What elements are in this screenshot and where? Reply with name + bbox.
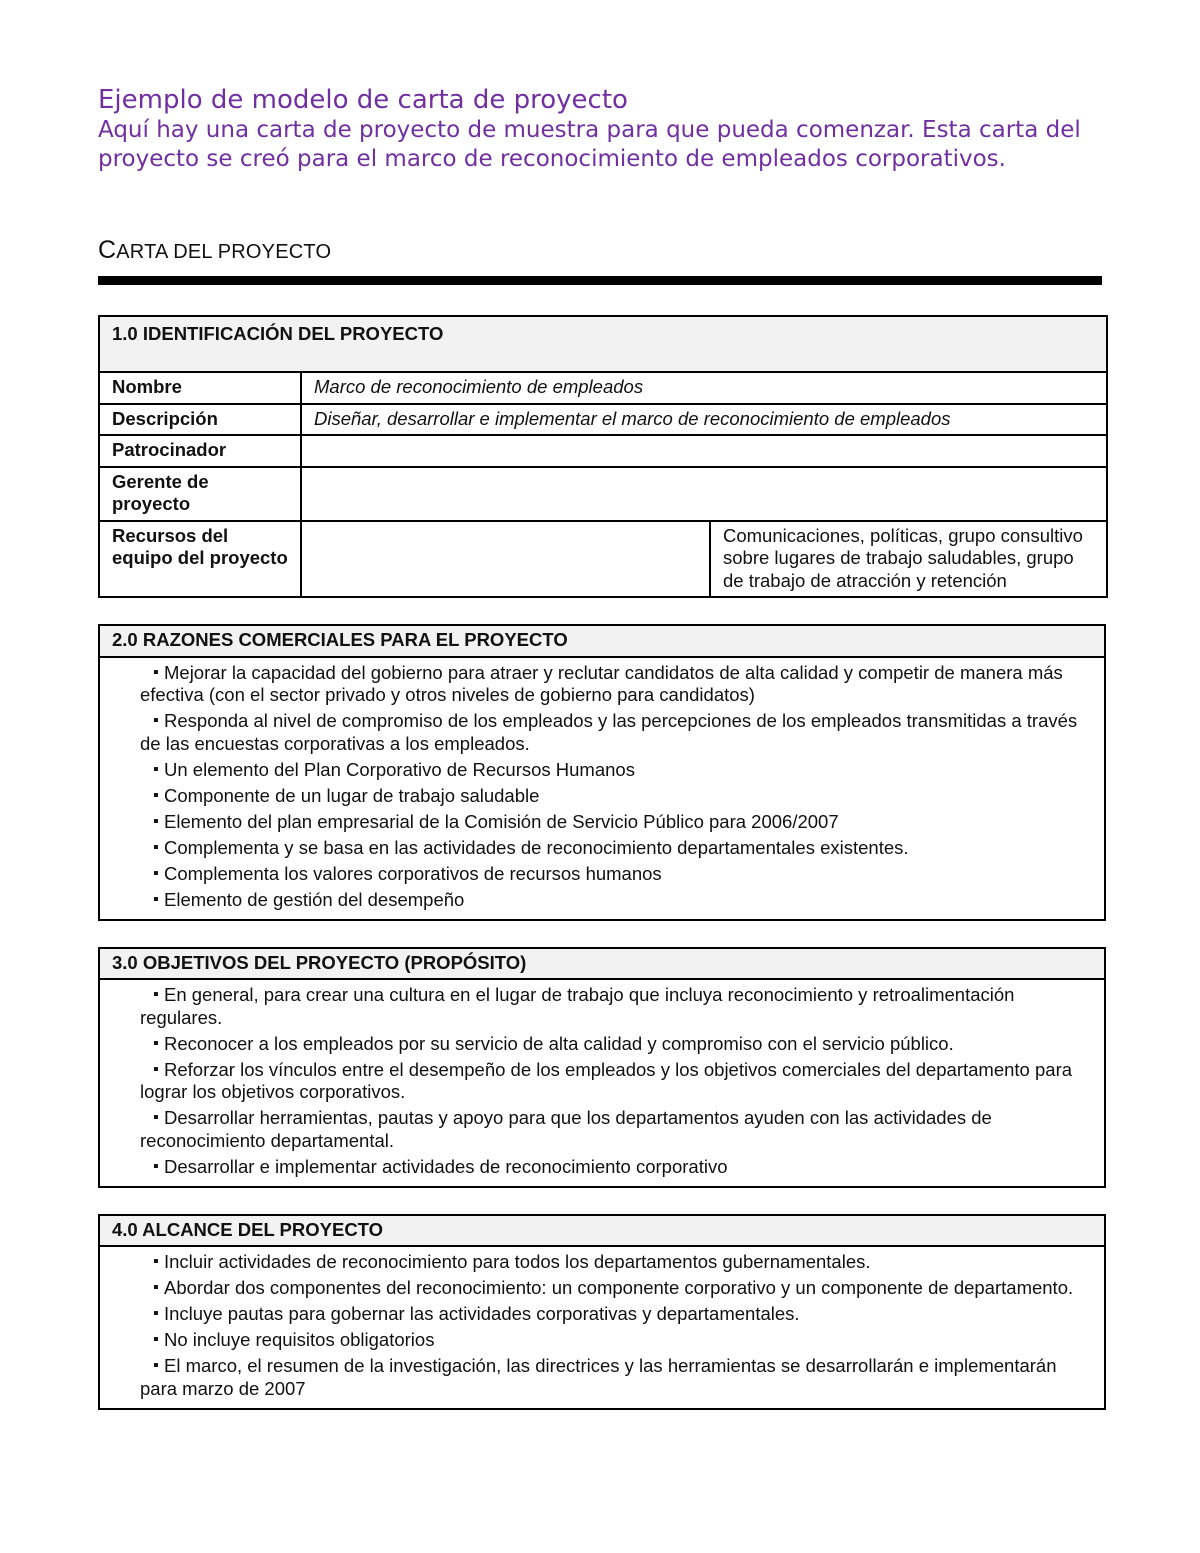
title-rule: [98, 276, 1102, 285]
list-item: ▪ Un elemento del Plan Corporativo de Recursos Humanos: [114, 759, 1092, 782]
list-item: ▪ Incluye pautas para gobernar las actividades corporativas y departamentales.: [114, 1303, 1092, 1326]
list-item: ▪ Complementa y se basa en las actividades de reconocimiento departamentales existentes.: [114, 837, 1092, 860]
objectives-list: [114, 984, 1092, 1178]
list-item: ▪ Desarrollar e implementar actividades de reconocimiento corporativo: [114, 1156, 1092, 1179]
business-reasons-table: [98, 624, 1106, 921]
identification-heading: 1.0 IDENTIFICACIÓN DEL PROYECTO: [99, 316, 1107, 372]
objectives-table: [98, 947, 1106, 1188]
table-row: [99, 435, 1107, 467]
list-item: ▪ En general, para crear una cultura en el lugar de trabajo que incluya reconocimiento y retroalimentación regulares.: [114, 984, 1092, 1029]
row-label: Nombre: [99, 372, 301, 404]
objectives-heading: 3.0 OBJETIVOS DEL PROYECTO (PROPÓSITO): [99, 948, 1105, 980]
list-item: ▪ Reforzar los vínculos entre el desempeño de los empleados y los objetivos comerciales del departamento para lograr los objetivos corporativos.: [114, 1059, 1092, 1104]
list-item: ▪ Elemento de gestión del desempeño: [114, 889, 1092, 912]
row-value: [301, 521, 710, 598]
list-item: ▪ Desarrollar herramientas, pautas y apoyo para que los departamentos ayuden con las actividades de reconocimiento departamental.: [114, 1107, 1092, 1152]
list-item: ▪ Responda al nivel de compromiso de los empleados y las percepciones de los empleados transmitidas a través de las encuestas corporativas a los empleados.: [114, 710, 1092, 755]
row-label: Recursos del equipo del proyecto: [99, 521, 301, 598]
row-label: Gerente de proyecto: [99, 467, 301, 521]
scope-list-cell: [99, 1246, 1105, 1409]
row-label: Descripción: [99, 404, 301, 436]
intro-text: Aquí hay una carta de proyecto de muestra para que pueda comenzar. Esta carta del proyecto se creó para el marco de reconocimiento de empleados corporativos.: [98, 117, 1081, 172]
table-row: [99, 521, 1107, 598]
objectives-list-cell: [99, 979, 1105, 1187]
row-value-secondary: Comunicaciones, políticas, grupo consultivo sobre lugares de trabajo saludables, grupo de trabajo de atracción y retención: [710, 521, 1107, 598]
scope-list: [114, 1251, 1092, 1400]
list-item: ▪ Elemento del plan empresarial de la Comisión de Servicio Público para 2006/2007: [114, 811, 1092, 834]
charter-title: [98, 238, 1106, 264]
table-row: [99, 467, 1107, 521]
list-item: ▪ Mejorar la capacidad del gobierno para atraer y reclutar candidatos de alta calidad y competir de manera más efectiva (con el sector privado y otros niveles de gobierno para candidatos): [114, 662, 1092, 707]
business-heading: 2.0 RAZONES COMERCIALES PARA EL PROYECTO: [99, 625, 1105, 657]
charter-title-initial: C: [98, 236, 117, 264]
intro-title: Ejemplo de modelo de carta de proyecto: [98, 85, 628, 115]
identification-table: [98, 315, 1108, 598]
document-page: [98, 84, 1106, 1410]
scope-table: [98, 1214, 1106, 1410]
charter-title-rest: ARTA DEL PROYECTO: [116, 241, 332, 263]
list-item: ▪ El marco, el resumen de la investigación, las directrices y las herramientas se desarrollarán e implementarán para marzo de 2007: [114, 1355, 1092, 1400]
list-item: ▪ No incluye requisitos obligatorios: [114, 1329, 1092, 1352]
list-item: ▪ Incluir actividades de reconocimiento para todos los departamentos gubernamentales.: [114, 1251, 1092, 1274]
list-item: ▪ Abordar dos componentes del reconocimiento: un componente corporativo y un componente de departamento.: [114, 1277, 1092, 1300]
business-list: [114, 662, 1092, 912]
row-value: Marco de reconocimiento de empleados: [301, 372, 1107, 404]
row-value: [301, 467, 1107, 521]
list-item: ▪ Complementa los valores corporativos de recursos humanos: [114, 863, 1092, 886]
business-list-cell: [99, 657, 1105, 920]
row-value: [301, 435, 1107, 467]
row-label: Patrocinador: [99, 435, 301, 467]
row-value: Diseñar, desarrollar e implementar el marco de reconocimiento de empleados: [301, 404, 1107, 436]
table-row: [99, 404, 1107, 436]
scope-heading: 4.0 ALCANCE DEL PROYECTO: [99, 1215, 1105, 1247]
table-row: [99, 372, 1107, 404]
list-item: ▪ Componente de un lugar de trabajo saludable: [114, 785, 1092, 808]
list-item: ▪ Reconocer a los empleados por su servicio de alta calidad y compromiso con el servicio público.: [114, 1033, 1092, 1056]
